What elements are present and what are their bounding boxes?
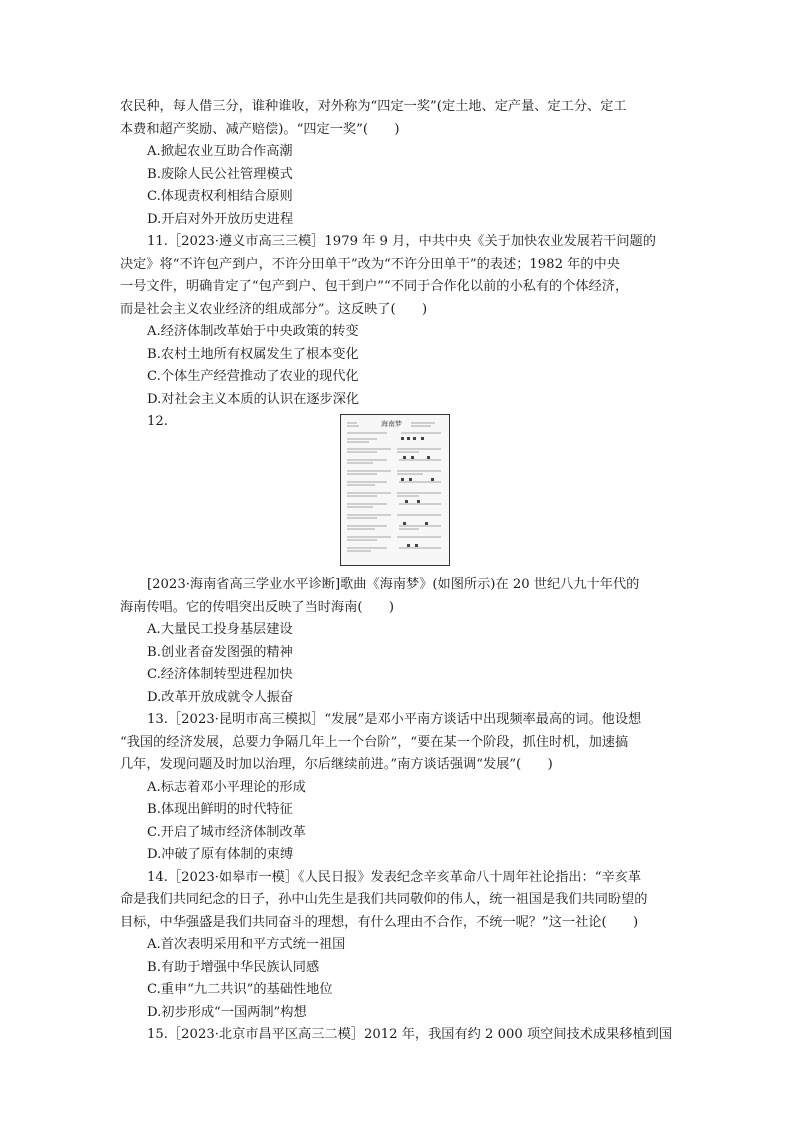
- q12-option-a: A.大量民工投身基层建设: [147, 622, 293, 637]
- q10-stem-line: 农民种，每人借三分，谁种谁收，对外称为“四定一奖”(定土地、定产量、定工分、定工: [120, 99, 627, 114]
- q13-stem-line: “我国的经济发展，总要力争隔几年上一个台阶”，“要在某一个阶段，抓住时机，加速搞: [120, 734, 629, 750]
- q14-option-a: A.首次表明采用和平方式统一祖国: [147, 937, 346, 952]
- q10-option-d: D.开启对外开放历史进程: [147, 211, 294, 227]
- q12-number: 12.: [147, 414, 168, 429]
- q14-option-d: D.初步形成“一国两制”构想: [147, 1004, 307, 1020]
- q12-option-c: C.经济体制转型进程加快: [147, 667, 293, 682]
- q14-stem-line: 目标，中华强盛是我们共同奋斗的理想，有什么理由不合作，不统一呢？”这一社论( ): [120, 914, 639, 930]
- q13-stem-line: 几年，发现问题及时加以治理，尔后继续前进。”南方谈话强调“发展”( ): [120, 757, 553, 772]
- q11-stem-line: 决定》将“不许包产到户，不许分田单干”改为“不许分田单干”的表述；1982 年的中央: [120, 256, 620, 272]
- q11-stem-line: 而是社会主义农业经济的组成部分”。这反映了( ): [120, 301, 428, 317]
- q12-option-b: B.创业者奋发图强的精神: [147, 644, 293, 660]
- q13-stem-line: 13.［2023·昆明市高三模拟］“发展”是邓小平南方谈话中出现频率最高的词。他设想: [147, 712, 642, 727]
- question-block-upper: [120, 96, 680, 434]
- q14-option-c: C.重申“九二共识”的基础性地位: [147, 982, 333, 997]
- q14-stem-line: 14.［2023·如皋市一模］《人民日报》发表纪念辛亥革命八十周年社论指出：“辛亥革: [147, 869, 642, 885]
- q15-stem-line: 15.［2023·北京市昌平区高三二模］2012 年，我国有约 2 000 项空间技术成果移植到国: [147, 1027, 673, 1042]
- q11-option-d: D.对社会主义本质的认识在逐步深化: [147, 391, 360, 407]
- q10-option-b: B.废除人民公社管理模式: [147, 166, 293, 182]
- q11-option-b: B.农村土地所有权属发生了根本变化: [147, 346, 359, 362]
- q10-option-a: A.掀起农业互助合作高潮: [147, 144, 293, 159]
- sheet-music-title: 海南梦: [381, 420, 402, 428]
- q10-option-c: C.体现责权利相结合原则: [147, 189, 293, 204]
- q13-option-a: A.标志着邓小平理论的形成: [147, 779, 306, 795]
- q12-stem-line: 海南传唱。它的传唱突出反映了当时海南( ): [120, 599, 395, 615]
- sheet-music-image: [341, 415, 449, 565]
- q12-option-d: D.改革开放成就令人振奋: [147, 689, 294, 705]
- q14-stem-line: 命是我们共同纪念的日子，孙中山先生是我们共同敬仰的伟人，统一祖国是我们共同盼望的: [120, 892, 648, 907]
- sheet-music-figure: [340, 414, 450, 566]
- q11-stem-line: 11.［2023·遵义市高三三模］1979 年 9 月，中共中央《关于加快农业发展若干问题的: [147, 234, 656, 249]
- q11-option-c: C.个体生产经营推动了农业的现代化: [147, 369, 359, 384]
- q11-option-a: A.经济体制改革始于中央政策的转变: [147, 324, 359, 339]
- q13-option-c: C.开启了城市经济体制改革: [147, 824, 306, 840]
- q11-stem-line: 一号文件，明确肯定了“包产到户、包干到户”“不同于合作化以前的小私有的个体经济，: [120, 279, 629, 294]
- q10-stem-line: 本费和超产奖励、减产赔偿)。“四定一奖”( ): [120, 121, 400, 137]
- q13-option-b: B.体现出鲜明的时代特征: [147, 802, 293, 817]
- q14-option-b: B.有助于增强中华民族认同感: [147, 959, 320, 975]
- q12-stem-line: [2023·海南省高三学业水平诊断]歌曲《海南梦》(如图所示)在 20 世纪八九十年代的: [147, 577, 640, 592]
- question-block-lower: [120, 574, 680, 1047]
- q13-option-d: D.冲破了原有体制的束缚: [147, 847, 294, 862]
